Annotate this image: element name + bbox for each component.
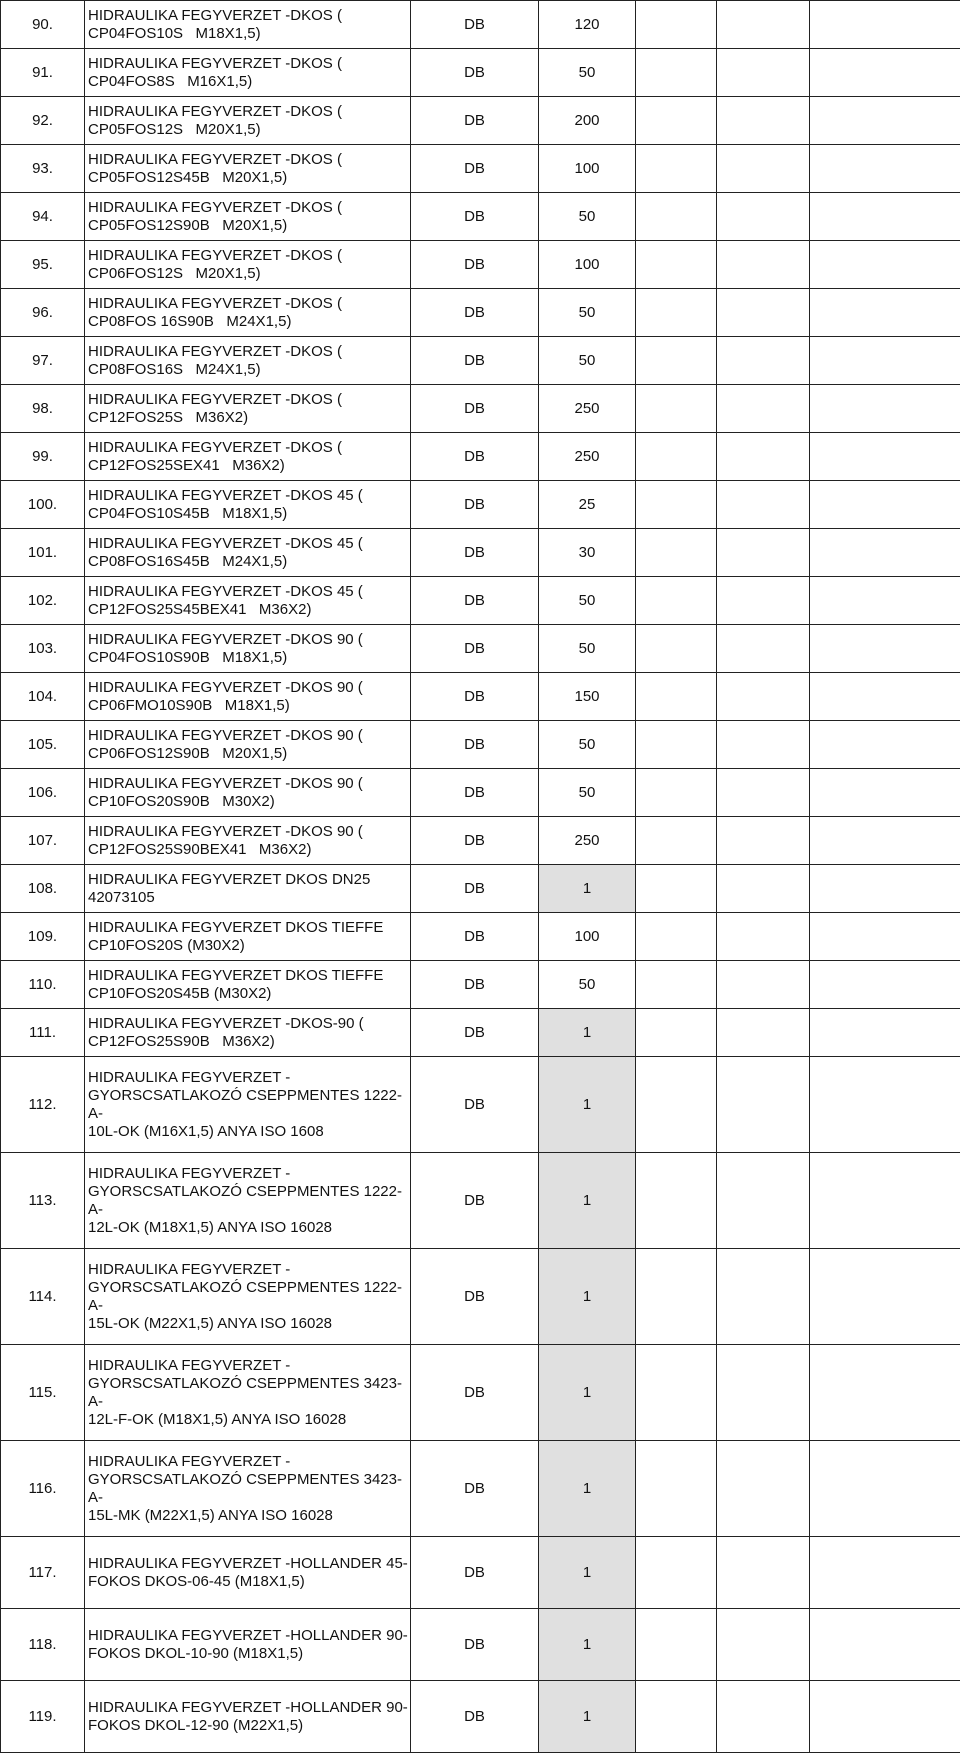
- empty-cell[interactable]: [810, 1441, 960, 1537]
- unit-cell[interactable]: DB: [411, 1057, 539, 1153]
- table-row: [1, 1153, 960, 1249]
- row-number[interactable]: 98.: [1, 385, 85, 433]
- row-number[interactable]: 94.: [1, 193, 85, 241]
- empty-cell[interactable]: [636, 433, 717, 481]
- row-number[interactable]: 91.: [1, 49, 85, 97]
- row-number[interactable]: 115.: [1, 1345, 85, 1441]
- empty-cell[interactable]: [717, 145, 810, 193]
- empty-cell[interactable]: [717, 433, 810, 481]
- item-description[interactable]: HIDRAULIKA FEGYVERZET DKOS TIEFFE CP10FOS20S (M30X2): [85, 913, 411, 961]
- empty-cell[interactable]: [810, 1249, 960, 1345]
- item-description[interactable]: HIDRAULIKA FEGYVERZET -HOLLANDER 45- FOKOS DKOS-06-45 (M18X1,5): [85, 1537, 411, 1609]
- row-number[interactable]: 101.: [1, 529, 85, 577]
- table-row: [1, 769, 960, 817]
- row-number[interactable]: 118.: [1, 1609, 85, 1681]
- table-row: [1, 433, 960, 481]
- unit-cell[interactable]: DB: [411, 193, 539, 241]
- empty-cell[interactable]: [717, 193, 810, 241]
- empty-cell[interactable]: [636, 289, 717, 337]
- empty-cell[interactable]: [810, 673, 960, 721]
- row-number[interactable]: 108.: [1, 865, 85, 913]
- unit-cell[interactable]: DB: [411, 961, 539, 1009]
- empty-cell[interactable]: [717, 721, 810, 769]
- table-body: [1, 1, 960, 1753]
- empty-cell[interactable]: [810, 1537, 960, 1609]
- empty-cell[interactable]: [717, 913, 810, 961]
- empty-cell[interactable]: [636, 1609, 717, 1681]
- empty-cell[interactable]: [717, 577, 810, 625]
- empty-cell[interactable]: [636, 1345, 717, 1441]
- item-description[interactable]: HIDRAULIKA FEGYVERZET -DKOS 45 ( CP12FOS25S45BEX41 M36X2): [85, 577, 411, 625]
- quantity-cell[interactable]: 1: [539, 1009, 636, 1057]
- quantity-cell[interactable]: 50: [539, 337, 636, 385]
- empty-cell[interactable]: [636, 193, 717, 241]
- quantity-cell[interactable]: 1: [539, 1057, 636, 1153]
- item-description[interactable]: HIDRAULIKA FEGYVERZET -DKOS ( CP06FOS12S M20X1,5): [85, 241, 411, 289]
- empty-cell[interactable]: [810, 865, 960, 913]
- quantity-cell[interactable]: 50: [539, 49, 636, 97]
- item-description[interactable]: HIDRAULIKA FEGYVERZET -DKOS 90 ( CP06FOS12S90B M20X1,5): [85, 721, 411, 769]
- empty-cell[interactable]: [636, 1249, 717, 1345]
- table-row: [1, 97, 960, 145]
- row-number[interactable]: 119.: [1, 1681, 85, 1753]
- item-description[interactable]: HIDRAULIKA FEGYVERZET -DKOS-90 ( CP12FOS25S90B M36X2): [85, 1009, 411, 1057]
- row-number[interactable]: 114.: [1, 1249, 85, 1345]
- empty-cell[interactable]: [636, 337, 717, 385]
- table-row: [1, 49, 960, 97]
- empty-cell[interactable]: [810, 1345, 960, 1441]
- unit-cell[interactable]: DB: [411, 1537, 539, 1609]
- quantity-cell[interactable]: 25: [539, 481, 636, 529]
- table-row: [1, 1441, 960, 1537]
- table-row: [1, 1009, 960, 1057]
- empty-cell[interactable]: [717, 289, 810, 337]
- quantity-cell[interactable]: 1: [539, 1537, 636, 1609]
- empty-cell[interactable]: [810, 97, 960, 145]
- unit-cell[interactable]: DB: [411, 97, 539, 145]
- empty-cell[interactable]: [810, 337, 960, 385]
- empty-cell[interactable]: [717, 1153, 810, 1249]
- row-number[interactable]: 90.: [1, 1, 85, 49]
- row-number[interactable]: 100.: [1, 481, 85, 529]
- empty-cell[interactable]: [810, 433, 960, 481]
- empty-cell[interactable]: [717, 385, 810, 433]
- unit-cell[interactable]: DB: [411, 289, 539, 337]
- quantity-cell[interactable]: 50: [539, 625, 636, 673]
- empty-cell[interactable]: [717, 481, 810, 529]
- empty-cell[interactable]: [636, 1009, 717, 1057]
- empty-cell[interactable]: [636, 817, 717, 865]
- item-description[interactable]: HIDRAULIKA FEGYVERZET -DKOS 45 ( CP04FOS10S45B M18X1,5): [85, 481, 411, 529]
- quantity-cell[interactable]: 1: [539, 1441, 636, 1537]
- empty-cell[interactable]: [810, 721, 960, 769]
- quantity-cell[interactable]: 30: [539, 529, 636, 577]
- empty-cell[interactable]: [717, 1537, 810, 1609]
- row-number[interactable]: 92.: [1, 97, 85, 145]
- unit-cell[interactable]: DB: [411, 481, 539, 529]
- empty-cell[interactable]: [636, 481, 717, 529]
- unit-cell[interactable]: DB: [411, 529, 539, 577]
- unit-cell[interactable]: DB: [411, 241, 539, 289]
- table-row: [1, 337, 960, 385]
- item-description[interactable]: HIDRAULIKA FEGYVERZET DKOS TIEFFE CP10FOS20S45B (M30X2): [85, 961, 411, 1009]
- quantity-cell[interactable]: 150: [539, 673, 636, 721]
- unit-cell[interactable]: DB: [411, 577, 539, 625]
- item-description[interactable]: HIDRAULIKA FEGYVERZET -HOLLANDER 90- FOKOS DKOL-12-90 (M22X1,5): [85, 1681, 411, 1753]
- quantity-cell[interactable]: 50: [539, 289, 636, 337]
- empty-cell[interactable]: [636, 769, 717, 817]
- empty-cell[interactable]: [717, 769, 810, 817]
- unit-cell[interactable]: DB: [411, 1609, 539, 1681]
- empty-cell[interactable]: [717, 97, 810, 145]
- item-description[interactable]: HIDRAULIKA FEGYVERZET -DKOS ( CP05FOS12S45B M20X1,5): [85, 145, 411, 193]
- row-number[interactable]: 99.: [1, 433, 85, 481]
- quantity-cell[interactable]: 250: [539, 385, 636, 433]
- empty-cell[interactable]: [717, 817, 810, 865]
- table-row: [1, 1345, 960, 1441]
- empty-cell[interactable]: [810, 193, 960, 241]
- table-row: [1, 913, 960, 961]
- row-number[interactable]: 102.: [1, 577, 85, 625]
- row-number[interactable]: 109.: [1, 913, 85, 961]
- quantity-cell[interactable]: 100: [539, 145, 636, 193]
- item-description[interactable]: HIDRAULIKA FEGYVERZET -DKOS 45 ( CP08FOS16S45B M24X1,5): [85, 529, 411, 577]
- table-row: [1, 1, 960, 49]
- empty-cell[interactable]: [810, 145, 960, 193]
- empty-cell[interactable]: [717, 1609, 810, 1681]
- empty-cell[interactable]: [717, 49, 810, 97]
- item-description[interactable]: HIDRAULIKA FEGYVERZET -DKOS ( CP05FOS12S90B M20X1,5): [85, 193, 411, 241]
- quantity-cell[interactable]: 1: [539, 1249, 636, 1345]
- item-description[interactable]: HIDRAULIKA FEGYVERZET -DKOS ( CP12FOS25SEX41 M36X2): [85, 433, 411, 481]
- table-row: [1, 865, 960, 913]
- table-row: [1, 1057, 960, 1153]
- row-number[interactable]: 103.: [1, 625, 85, 673]
- empty-cell[interactable]: [636, 1057, 717, 1153]
- table-row: [1, 673, 960, 721]
- item-description[interactable]: HIDRAULIKA FEGYVERZET -DKOS 90 ( CP10FOS20S90B M30X2): [85, 769, 411, 817]
- unit-cell[interactable]: DB: [411, 337, 539, 385]
- empty-cell[interactable]: [717, 241, 810, 289]
- empty-cell[interactable]: [636, 145, 717, 193]
- quantity-cell[interactable]: 100: [539, 913, 636, 961]
- item-description[interactable]: HIDRAULIKA FEGYVERZET -DKOS ( CP04FOS10S M18X1,5): [85, 1, 411, 49]
- empty-cell[interactable]: [810, 385, 960, 433]
- empty-cell[interactable]: [810, 241, 960, 289]
- unit-cell[interactable]: DB: [411, 1681, 539, 1753]
- row-number[interactable]: 113.: [1, 1153, 85, 1249]
- quantity-cell[interactable]: 50: [539, 721, 636, 769]
- empty-cell[interactable]: [636, 721, 717, 769]
- unit-cell[interactable]: DB: [411, 721, 539, 769]
- unit-cell[interactable]: DB: [411, 433, 539, 481]
- empty-cell[interactable]: [717, 673, 810, 721]
- empty-cell[interactable]: [717, 1009, 810, 1057]
- item-description[interactable]: HIDRAULIKA FEGYVERZET - GYORSCSATLAKOZÓ CSEPPMENTES 3423-A- 15L-MK (M22X1,5) ANYA ISO 16028: [85, 1441, 411, 1537]
- table-row: [1, 577, 960, 625]
- empty-cell[interactable]: [717, 1057, 810, 1153]
- quantity-cell[interactable]: 1: [539, 1345, 636, 1441]
- quantity-cell[interactable]: 1: [539, 1681, 636, 1753]
- row-number[interactable]: 107.: [1, 817, 85, 865]
- unit-cell[interactable]: DB: [411, 1009, 539, 1057]
- row-number[interactable]: 95.: [1, 241, 85, 289]
- unit-cell[interactable]: DB: [411, 145, 539, 193]
- item-description[interactable]: HIDRAULIKA FEGYVERZET -HOLLANDER 90- FOKOS DKOL-10-90 (M18X1,5): [85, 1609, 411, 1681]
- quantity-cell[interactable]: 50: [539, 193, 636, 241]
- empty-cell[interactable]: [717, 961, 810, 1009]
- row-number[interactable]: 105.: [1, 721, 85, 769]
- empty-cell[interactable]: [810, 481, 960, 529]
- item-description[interactable]: HIDRAULIKA FEGYVERZET -DKOS ( CP08FOS16S M24X1,5): [85, 337, 411, 385]
- unit-cell[interactable]: DB: [411, 385, 539, 433]
- empty-cell[interactable]: [810, 769, 960, 817]
- empty-cell[interactable]: [717, 1345, 810, 1441]
- quantity-cell[interactable]: 50: [539, 577, 636, 625]
- table-row: [1, 817, 960, 865]
- table-row: [1, 1249, 960, 1345]
- empty-cell[interactable]: [717, 1, 810, 49]
- quantity-cell[interactable]: 50: [539, 961, 636, 1009]
- unit-cell[interactable]: DB: [411, 673, 539, 721]
- quantity-cell[interactable]: 120: [539, 1, 636, 49]
- row-number[interactable]: 106.: [1, 769, 85, 817]
- table-row: [1, 289, 960, 337]
- empty-cell[interactable]: [717, 625, 810, 673]
- unit-cell[interactable]: DB: [411, 625, 539, 673]
- empty-cell[interactable]: [636, 385, 717, 433]
- unit-cell[interactable]: DB: [411, 1345, 539, 1441]
- row-number[interactable]: 111.: [1, 1009, 85, 1057]
- empty-cell[interactable]: [636, 577, 717, 625]
- row-number[interactable]: 96.: [1, 289, 85, 337]
- quantity-cell[interactable]: 200: [539, 97, 636, 145]
- table-row: [1, 1681, 960, 1753]
- unit-cell[interactable]: DB: [411, 769, 539, 817]
- table-row: [1, 1609, 960, 1681]
- table-row: [1, 241, 960, 289]
- empty-cell[interactable]: [717, 529, 810, 577]
- item-description[interactable]: HIDRAULIKA FEGYVERZET -DKOS 90 ( CP06FMO10S90B M18X1,5): [85, 673, 411, 721]
- empty-cell[interactable]: [810, 1609, 960, 1681]
- empty-cell[interactable]: [717, 1441, 810, 1537]
- row-number[interactable]: 110.: [1, 961, 85, 1009]
- row-number[interactable]: 97.: [1, 337, 85, 385]
- table-row: [1, 1537, 960, 1609]
- unit-cell[interactable]: DB: [411, 1, 539, 49]
- empty-cell[interactable]: [717, 337, 810, 385]
- item-description[interactable]: HIDRAULIKA FEGYVERZET - GYORSCSATLAKOZÓ CSEPPMENTES 1222-A- 12L-OK (M18X1,5) ANYA ISO 16028: [85, 1153, 411, 1249]
- empty-cell[interactable]: [717, 865, 810, 913]
- unit-cell[interactable]: DB: [411, 49, 539, 97]
- row-number[interactable]: 117.: [1, 1537, 85, 1609]
- empty-cell[interactable]: [636, 97, 717, 145]
- item-description[interactable]: HIDRAULIKA FEGYVERZET -DKOS ( CP08FOS 16S90B M24X1,5): [85, 289, 411, 337]
- empty-cell[interactable]: [810, 1009, 960, 1057]
- empty-cell[interactable]: [636, 913, 717, 961]
- quantity-cell[interactable]: 50: [539, 769, 636, 817]
- quantity-cell[interactable]: 250: [539, 433, 636, 481]
- quantity-cell[interactable]: 250: [539, 817, 636, 865]
- empty-cell[interactable]: [810, 913, 960, 961]
- unit-cell[interactable]: DB: [411, 1153, 539, 1249]
- empty-cell[interactable]: [636, 625, 717, 673]
- unit-cell[interactable]: DB: [411, 817, 539, 865]
- empty-cell[interactable]: [810, 289, 960, 337]
- empty-cell[interactable]: [810, 529, 960, 577]
- item-description[interactable]: HIDRAULIKA FEGYVERZET -DKOS 90 ( CP12FOS25S90BEX41 M36X2): [85, 817, 411, 865]
- empty-cell[interactable]: [810, 577, 960, 625]
- empty-cell[interactable]: [810, 817, 960, 865]
- table-row: [1, 145, 960, 193]
- empty-cell[interactable]: [810, 1681, 960, 1753]
- table-row: [1, 961, 960, 1009]
- quantity-cell[interactable]: 1: [539, 1153, 636, 1249]
- table-row: [1, 385, 960, 433]
- quantity-cell[interactable]: 1: [539, 865, 636, 913]
- item-description[interactable]: HIDRAULIKA FEGYVERZET - GYORSCSATLAKOZÓ CSEPPMENTES 3423-A- 12L-F-OK (M18X1,5) ANYA ISO 16028: [85, 1345, 411, 1441]
- row-number[interactable]: 116.: [1, 1441, 85, 1537]
- empty-cell[interactable]: [810, 49, 960, 97]
- empty-cell[interactable]: [810, 1057, 960, 1153]
- table-row: [1, 721, 960, 769]
- item-description[interactable]: HIDRAULIKA FEGYVERZET DKOS DN25 42073105: [85, 865, 411, 913]
- table-row: [1, 193, 960, 241]
- empty-cell[interactable]: [636, 241, 717, 289]
- row-number[interactable]: 112.: [1, 1057, 85, 1153]
- unit-cell[interactable]: DB: [411, 913, 539, 961]
- unit-cell[interactable]: DB: [411, 1441, 539, 1537]
- row-number[interactable]: 93.: [1, 145, 85, 193]
- empty-cell[interactable]: [717, 1681, 810, 1753]
- empty-cell[interactable]: [636, 1153, 717, 1249]
- item-description[interactable]: HIDRAULIKA FEGYVERZET -DKOS 90 ( CP04FOS10S90B M18X1,5): [85, 625, 411, 673]
- unit-cell[interactable]: DB: [411, 1249, 539, 1345]
- empty-cell[interactable]: [636, 529, 717, 577]
- quantity-cell[interactable]: 100: [539, 241, 636, 289]
- empty-cell[interactable]: [636, 1537, 717, 1609]
- item-description[interactable]: HIDRAULIKA FEGYVERZET - GYORSCSATLAKOZÓ CSEPPMENTES 1222-A- 10L-OK (M16X1,5) ANYA ISO 1608: [85, 1057, 411, 1153]
- item-description[interactable]: HIDRAULIKA FEGYVERZET -DKOS ( CP12FOS25S M36X2): [85, 385, 411, 433]
- item-description[interactable]: HIDRAULIKA FEGYVERZET -DKOS ( CP05FOS12S M20X1,5): [85, 97, 411, 145]
- empty-cell[interactable]: [810, 1153, 960, 1249]
- empty-cell[interactable]: [810, 1, 960, 49]
- empty-cell[interactable]: [636, 865, 717, 913]
- empty-cell[interactable]: [810, 961, 960, 1009]
- empty-cell[interactable]: [636, 673, 717, 721]
- quantity-cell[interactable]: 1: [539, 1609, 636, 1681]
- empty-cell[interactable]: [636, 961, 717, 1009]
- item-description[interactable]: HIDRAULIKA FEGYVERZET -DKOS ( CP04FOS8S M16X1,5): [85, 49, 411, 97]
- empty-cell[interactable]: [717, 1249, 810, 1345]
- row-number[interactable]: 104.: [1, 673, 85, 721]
- empty-cell[interactable]: [636, 1441, 717, 1537]
- table-row: [1, 481, 960, 529]
- table-row: [1, 625, 960, 673]
- table-row: [1, 529, 960, 577]
- empty-cell[interactable]: [636, 1681, 717, 1753]
- empty-cell[interactable]: [810, 625, 960, 673]
- unit-cell[interactable]: DB: [411, 865, 539, 913]
- empty-cell[interactable]: [636, 49, 717, 97]
- empty-cell[interactable]: [636, 1, 717, 49]
- item-description[interactable]: HIDRAULIKA FEGYVERZET - GYORSCSATLAKOZÓ CSEPPMENTES 1222-A- 15L-OK (M22X1,5) ANYA ISO 16028: [85, 1249, 411, 1345]
